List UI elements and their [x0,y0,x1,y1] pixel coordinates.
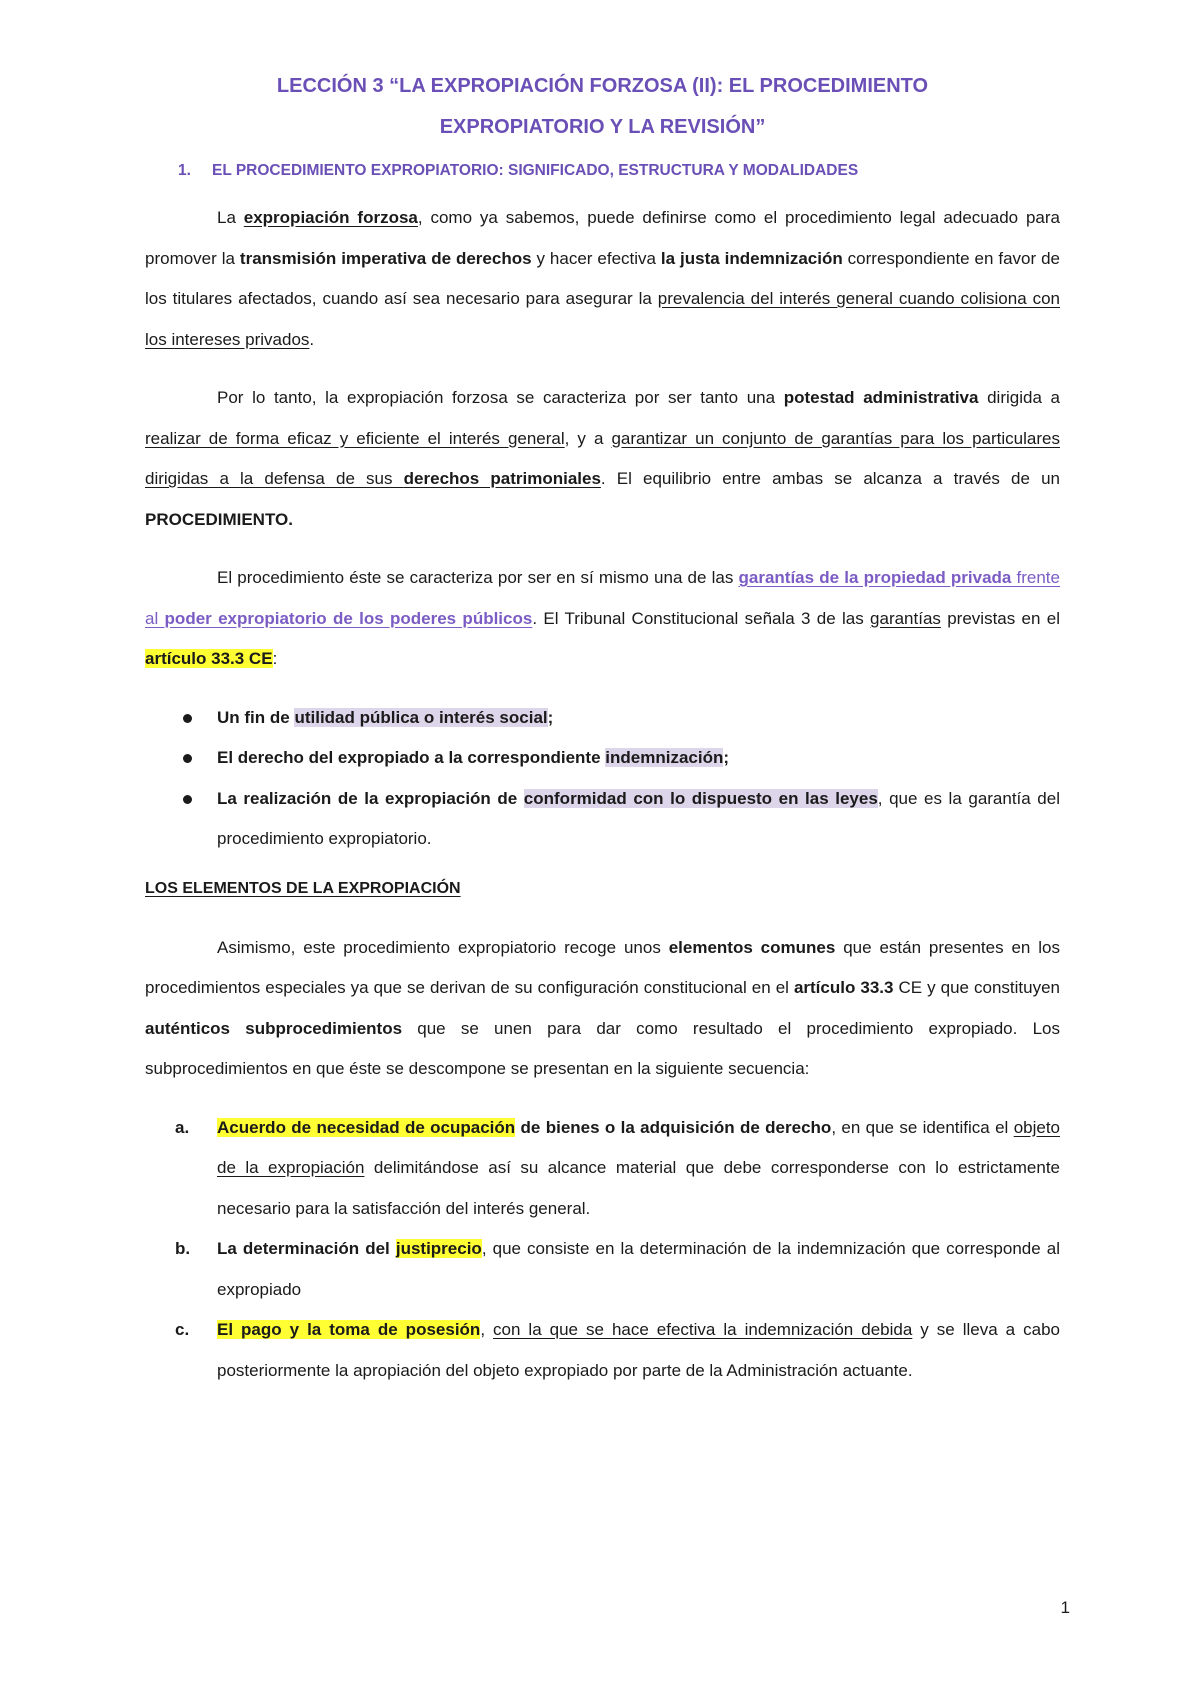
text: , como ya sabemos, puede definirse como el procedimiento legal adecuado para promover la [145,208,1060,268]
text: Asimismo, este procedimiento expropiatorio recoge unos [217,937,669,957]
term-elementos: elementos comunes [668,937,836,957]
text: que es la garantía del procedimiento expropiatorio. [217,788,1060,848]
term-transmision: transmisión imperativa de derechos [239,248,532,268]
term-expropiacion: expropiación forzosa [243,208,418,227]
guarantees-list [145,698,1060,860]
highlight-articulo: artículo 33.3 CE [145,649,273,668]
highlight-poder-expropiatorio: poder expropiatorio de los poderes públicos [164,608,533,628]
elements-heading: LOS ELEMENTOS DE LA EXPROPIACIÓN [145,879,461,897]
text: El procedimiento éste se caracteriza por ser en sí mismo una de las [217,568,739,587]
term-potestad: potestad administrativa [783,388,979,407]
highlight: justiprecio [395,1239,482,1258]
underlined-garantias-word: garantías [870,608,941,628]
term-indemnizacion: la justa indemnización [660,248,843,268]
text: ; [547,707,554,727]
list-item [217,738,1060,779]
paragraph-garantias [145,558,1060,680]
paragraph-potestad [145,378,1060,540]
text: . El Tribunal Constitucional señala 3 de las [532,608,871,628]
text: . [309,329,315,349]
bold-text: de bienes o la adquisición de derecho [515,1117,832,1137]
highlight: indemnización [605,748,724,767]
list-marker: c. [175,1320,190,1339]
text: dirigida a [978,388,1061,407]
text: que están presentes en los procedimientos especiales ya que se derivan de su configuración constitucional en el [145,937,1060,997]
list-item-c [175,1310,1060,1391]
bold-text: La determinación del [217,1239,396,1258]
text: correspondiente en favor de los titulares afectados, cuando así sea necesario para asegurar la [145,248,1061,308]
term-subprocedimientos: auténticos subprocedimientos [145,1018,403,1038]
underlined-pago: con la que se hace efectiva la indemnización debida [493,1320,913,1339]
list-marker: a. [175,1117,190,1137]
document-title [145,66,1060,148]
paragraph-elementos [145,928,1060,1090]
page-number: 1 [1060,1598,1070,1617]
text-frente: frente al [145,568,1060,628]
list-item [217,779,1060,860]
text: El derecho del expropiado a la correspondiente [217,748,606,767]
list-item [217,698,1060,739]
text: Un fin de [217,707,295,727]
text: delimitándose así su alcance material que debe corresponderse con lo estrictamente necesario para la satisfacción del interés general. [217,1158,1061,1218]
text: ; [723,748,730,767]
highlight: El pago y la toma de posesión [217,1320,481,1339]
text: La realización de la expropiación de [217,788,524,808]
section-title: EL PROCEDIMIENTO EXPROPIATORIO: SIGNIFICADO, ESTRUCTURA Y MODALIDADES [212,162,859,179]
list-item-a [175,1108,1061,1230]
highlight: conformidad con lo dispuesto en las leyes [523,788,878,808]
text: y se lleva a cabo posteriormente la apropiación del objeto expropiado por parte de la Administración actuante. [217,1320,1060,1380]
section-heading-1 [178,162,1060,180]
text: . El equilibrio entre ambas se alcanza a través de un [600,469,1061,488]
title-line-2: EXPROPIATORIO Y LA REVISIÓN” [439,116,766,138]
text: garantizar un conjunto de garantías para los particulares dirigidas a la defensa de sus [145,428,1060,488]
text: La [217,208,244,227]
text: y hacer efectiva [531,248,661,268]
text: , y a [564,428,612,448]
text: CE y que constituyen [893,978,1061,997]
text: Por lo tanto, la expropiación forzosa se caracteriza por ser tanto una [217,388,784,407]
text: , [480,1320,494,1339]
term-procedimiento: PROCEDIMIENTO. [145,509,293,529]
highlight: Acuerdo de necesidad de ocupación [217,1117,516,1137]
highlight-garantias-propiedad: garantías de la propiedad privada [738,568,1012,587]
list-item-b [175,1229,1060,1310]
underlined-objeto: objeto de la expropiación [217,1117,1061,1177]
text: que se unen para dar como resultado el procedimiento expropiado. Los subprocedimientos en que éste se descompone se presentan en la siguiente secuencia: [145,1018,1060,1078]
subprocedures-list [145,1108,1060,1392]
text: previstas en el [940,608,1060,628]
text: : [272,649,278,668]
bullet-icon [183,714,192,723]
bullet-icon [183,754,192,763]
text: , en que se identifica el [831,1117,1014,1137]
section-number: 1. [178,162,191,179]
underlined-interes-general: realizar de forma eficaz y eficiente el interés general [145,428,565,448]
highlight: utilidad pública o interés social [294,707,548,727]
term-articulo: artículo 33.3 [793,978,894,997]
paragraph-definition [145,198,1060,360]
term-derechos-patrimoniales: derechos patrimoniales [403,469,601,488]
list-marker: b. [175,1239,191,1258]
underlined-prevalencia: prevalencia del interés general cuando colisiona con los intereses privados [145,289,1060,349]
title-line-1: LECCIÓN 3 “LA EXPROPIACIÓN FORZOSA (II): EL PROCEDIMIENTO [276,75,929,97]
bullet-icon [183,795,192,804]
text: , [877,788,883,808]
text: , que consiste en la determinación de la indemnización que corresponde al expropiado [217,1239,1060,1299]
